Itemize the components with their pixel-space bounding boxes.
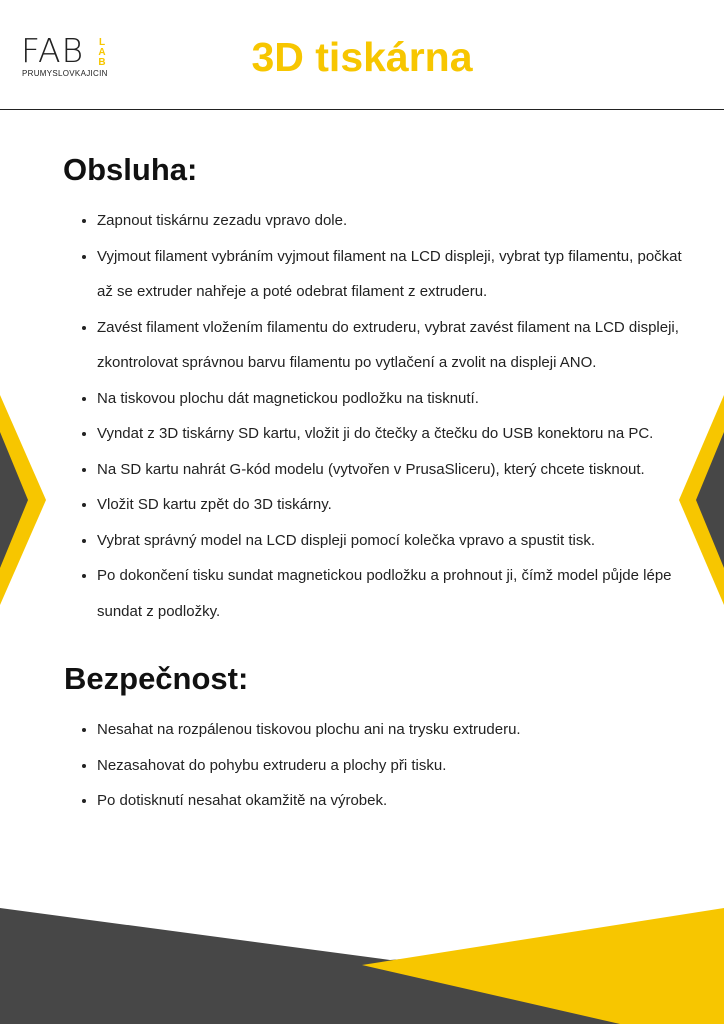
list-item: • Na SD kartu nahrát G-kód modelu (vytvořen v PrusaSliceru), který chcete tisknout. (97, 452, 697, 488)
logo-side-letter: L (98, 37, 106, 48)
logo-subtitle: PRUMYSLOVKAJICIN (22, 69, 108, 78)
list-item: • Na tiskovou plochu dát magnetickou podložku na tisknutí. (97, 381, 697, 417)
list-item: • Nezasahovat do pohybu extruderu a plochy při tisku. (97, 748, 697, 784)
section-heading-bezpecnost: Bezpečnost: (64, 661, 249, 696)
logo-main-text: FAB (21, 31, 85, 70)
logo-side-letter: A (98, 47, 106, 58)
page-title: 3D tiskárna (251, 34, 473, 80)
list-item: • Po dokončení tisku sundat magnetickou podložku a prohnout ji, čímž model půjde lépe sundat z podložky. (97, 558, 697, 629)
header-divider (0, 109, 724, 110)
list-item: • Vybrat správný model na LCD displeji pomocí kolečka vpravo a spustit tisk. (97, 523, 697, 559)
list-item: • Vložit SD kartu zpět do 3D tiskárny. (97, 487, 697, 523)
list-item: • Vyjmout filament vybráním vyjmout filament na LCD displeji, vybrat typ filamentu, počkat až se extruder nahřeje a poté odebrat filament z extruderu. (97, 239, 697, 310)
list-item: • Vyndat z 3D tiskárny SD kartu, vložit ji do čtečky a čtečku do USB konektoru na PC. (97, 416, 697, 452)
logo-side-letter: B (98, 57, 106, 68)
list-item: • Po dotisknutí nesahat okamžitě na výrobek. (97, 783, 697, 819)
obsluha-list (75, 203, 697, 629)
section-heading-obsluha: Obsluha: (63, 152, 198, 187)
list-item: • Zapnout tiskárnu zezadu vpravo dole. (97, 203, 697, 239)
list-item: • Nesahat na rozpálenou tiskovou plochu ani na trysku extruderu. (97, 712, 697, 748)
list-item: • Zavést filament vložením filamentu do extruderu, vybrat zavést filament na LCD displeji, zkontrolovat správnou barvu filamentu po vytlačení a zvolit na displeji ANO. (97, 310, 697, 381)
bezpecnost-list (75, 712, 697, 819)
